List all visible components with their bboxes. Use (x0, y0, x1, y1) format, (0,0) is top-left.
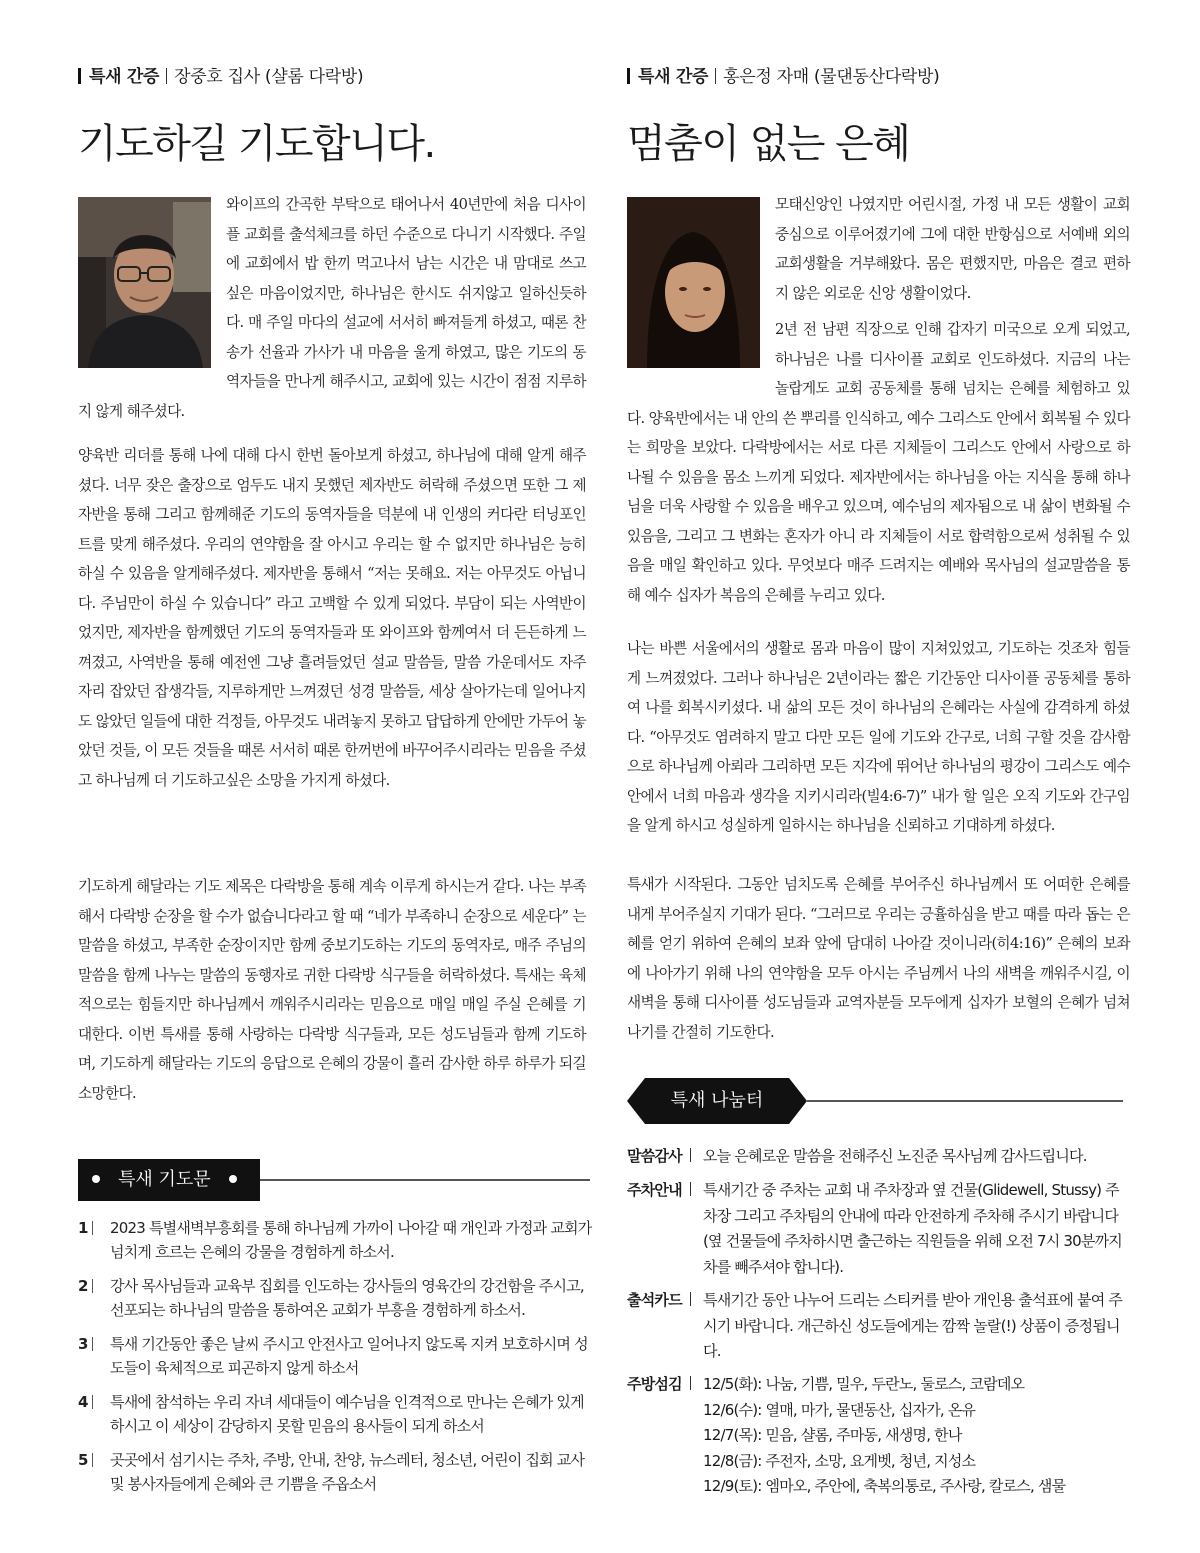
notice-kitchen (627, 1372, 1137, 1500)
right-paragraph-2-text: 2년 전 남편 직장으로 인해 갑자기 미국으로 오게 되었고, 하나님은 나를 디사이플 교회로 인도하셨다. 지금의 나는 놀랍게도 교회 공동체를 통해 넘치는 은혜를 체험하고 있다. 양육반에서는 내 안의 쓴 뿌리를 인식하고, 예수 그리스도 안에서 회복될 수 있다는 희망을 보았다. 다락방에서는 서로 다른 지체들이 그리스도 안에서 사랑으로 하나될 수 있음을 몸소 느끼게 되었다. 제자반에서는 하나님을 아는 지식을 통해 하나님을 더욱 사랑할 수 있음을 배우고 있으며, 예수님의 제자됨으로 내 삶이 변화될 수 있음을, 그리고 그 변화는 혼자가 아니 라 지체들이 서로 합력함으로써 성취될 수 있음을 매일 확인하고 있다. 무엇보다 매주 드려지는 예배와 목사님의 설교말씀을 통해 예수 십자가 복음의 은혜를 누리고 있다. (627, 321, 1130, 604)
kitchen-date: 12/7(목): (703, 1426, 762, 1444)
prayer-item (78, 1274, 598, 1322)
left-kicker (78, 62, 363, 87)
photo-wrap-spacer (627, 190, 775, 300)
prayer-heading-box (78, 1159, 260, 1201)
left-title: 기도하길 기도합니다. (78, 121, 435, 167)
left-paragraph-1-text: 와이프의 간곡한 부탁으로 태어나서 40년만에 처음 디사이플 교회를 출석체크를 하던 수준으로 다니기 시작했다. 주일에 교회에서 밥 한끼 먹고나서 남는 시간은 내 맘대로 쓰고 싶은 마음이었지만, 하나님은 한시도 쉬지않고 일하신듯하다. 매 주일 마다의 설교에 서서히 빠져들게 하셨고, 때론 찬송가 선율과 가사가 내 마음을 울게 하였고, 많은 기도의 동역자들을 만나게 해주시고, 교회에 있는 시간이 점점 지루하지 않게 해주셨다. (78, 196, 586, 420)
kicker-separator (166, 68, 167, 84)
prayer-item (78, 1390, 598, 1438)
kitchen-date: 12/5(화): (703, 1375, 762, 1393)
kitchen-groups: 주전자, 소망, 요게벳, 청년, 지성소 (765, 1451, 976, 1470)
notice-label: 말씀감사 (627, 1144, 691, 1170)
notice-label: 출석카드 (627, 1288, 691, 1314)
kicker-author: 장중호 집사 (샬롬 다락방) (174, 67, 364, 87)
prayer-item (78, 1332, 598, 1380)
notice-attendance (627, 1288, 1137, 1365)
prayer-heading-rule (260, 1179, 590, 1181)
prayer-text: 2023 특별새벽부흥회를 통해 하나님께 가까이 나아갈 때 개인과 가정과 교회가 넘치게 흐르는 은혜의 강물을 경험하게 하소서. (110, 1219, 592, 1261)
kitchen-schedule (703, 1372, 1137, 1500)
kitchen-row (703, 1398, 1137, 1424)
prayer-item (78, 1448, 598, 1496)
kitchen-date: 12/9(토): (703, 1477, 762, 1495)
kitchen-row (703, 1372, 1137, 1398)
kitchen-groups: 나눔, 기쁨, 밀우, 두란노, 둘로스, 코람데오 (765, 1375, 1025, 1393)
left-paragraph-3: 기도하게 해달라는 기도 제목은 다락방을 통해 계속 이루게 하시는거 같다. 나는 부족해서 다락방 순장을 할 수가 없습니다라고 할 때 “네가 부족하니 순장으로 세운다” 는 말씀을 하셨고, 부족한 순장이지만 함께 중보기도하는 기도의 동역자로, 매주 주님의 말씀을 함께 나누는 말씀의 동행자로 귀한 다락방 식구들을 허락하셨다. 특새는 육체적으로는 힘들지만 하나님께서 깨워주시리라는 믿음으로 매일 매일 주실 은혜를 기대한다. 이번 특새를 통해 사랑하는 다락방 식구들과, 모든 성도님들과 함께 기도하며, 기도하게 해달라는 기도의 응답으로 은혜의 강물이 흘러 감사한 하루 하루가 되길 소망한다. (78, 878, 586, 1102)
right-paragraph-1 (627, 190, 1130, 308)
prayer-list (78, 1216, 598, 1506)
kitchen-date: 12/6(수): (703, 1400, 762, 1419)
kitchen-row (703, 1449, 1137, 1475)
notice-text: 오늘 은혜로운 말씀을 전해주신 노진준 목사님께 감사드립니다. (703, 1147, 1087, 1165)
right-paragraph-1-text: 모태신앙인 나였지만 어린시절, 가정 내 모든 생활이 교회중심으로 이루어졌기에 그에 대한 반항심으로 서예배 외의 교회생활을 거부해왔다. 몸은 편했지만, 마음은 결코 편하지 않은 외로운 신앙 생활이었다. (775, 196, 1130, 302)
kicker-bar (78, 68, 81, 84)
prayer-item (78, 1216, 598, 1264)
prayer-number: 4 (78, 1390, 88, 1414)
photo-wrap-spacer (78, 190, 226, 375)
left-paragraph-2: 양육반 리더를 통해 나에 대해 다시 한번 돌아보게 하셨고, 하나님에 대해 알게 해주셨다. 너무 잦은 출장으로 엄두도 내지 못했던 제자반도 허락해 주셨으면 또한 그 제자반을 통해 그리고 함께해준 기도의 동역자들을 덕분에 내 인생의 커다란 터닝포인트를 맞게 해주셨다. 우리의 연약함을 잘 아시고 우리는 할 수 없지만 하나님은 능히 하실 수 있음을 알게해주셨다. 제자반을 통해서 “저는 못해요. 저는 아무것도 아닙니다. 주님만이 하실 수 있습니다” 라고 고백할 수 있게 되었다. 부담이 되는 사역반이었지만, 제자반을 함께했던 기도의 동역자들과 또 와이프와 함께여서 더 든든하게 느껴졌고, 사역반을 통해 예전엔 그냥 흘려들었던 설교 말씀들, 말씀 가운데서도 자주 자리 잡았던 잡생각들, 지루하게만 느껴졌던 성경 말씀들, 세상 살아가는데 일어나지도 않았던 일들에 대한 걱정들, 아무것도 내려놓지 못하고 답답하게 안에만 가두어 놓았던 것들, 이 모든 것들을 때론 서서히 때론 한꺼번에 바꾸어주시리라는 믿음을 주셨고 하나님께 더 기도하고싶은 소망을 가지게 하셨다. (78, 447, 586, 789)
right-kicker (627, 62, 939, 87)
kicker-author: 홍은정 자매 (물댄동산다락방) (723, 67, 940, 87)
kitchen-date: 12/8(금): (703, 1451, 762, 1470)
kitchen-groups: 믿음, 샬롬, 주마동, 새생명, 한나 (765, 1426, 962, 1444)
notice-text: 특새기간 중 주차는 교회 내 주차장과 옆 건물(Glidewell, Stussy) 주차장 그리고 주차팀의 안내에 따라 안전하게 주차해 주시기 바랍니다 (옆 건물들에 주차하시면 출근하는 직원들을 위해 오전 7시 30분까지 차를 빼주셔야 합니다). (703, 1181, 1122, 1276)
notice-text: 특새기간 동안 나누어 드리는 스티커를 받아 개인용 출석표에 붙여 주시기 바랍니다. 개근하신 성도들에게는 깜짝 놀랄(!) 상품이 증정됩니다. (703, 1291, 1123, 1360)
prayer-number: 1 (78, 1216, 88, 1240)
photo-wrap-spacer (627, 315, 775, 400)
bullet-dot-icon (229, 1175, 237, 1183)
kitchen-groups: 엠마오, 주안에, 축복의통로, 주사랑, 칼로스, 샘물 (765, 1477, 1066, 1495)
right-paragraph-2 (627, 315, 1130, 610)
right-paragraph-3: 나는 바쁜 서울에서의 생활로 몸과 마음이 많이 지쳐있었고, 기도하는 것조차 힘들게 느껴졌었다. 그러나 하나님은 2년이라는 짧은 기간동안 디사이플 공동체를 통하여 나를 회복시키셨다. 내 삶의 모든 것이 하나님의 은혜라는 사실에 감격하게 하셨다. “아무것도 염려하지 말고 다만 모든 일에 기도와 간구로, 너희 구할 것을 감사함으로 하나님께 아뢰라 그리하면 모든 지각에 뛰어난 하나님의 평강이 그리스도 예수 안에서 너희 마음과 생각을 지키시리라(빌4:6-7)” 내가 할 일은 오직 기도와 간구임을 알게 하시고 성실하게 일하시는 하나님을 신뢰하고 기대하게 하셨다. (627, 640, 1130, 834)
sharing-heading-box (627, 1078, 807, 1124)
left-paragraph-1 (78, 190, 586, 426)
sharing-heading-rule (807, 1100, 1123, 1102)
prayer-text: 특새 기간동안 좋은 날씨 주시고 안전사고 일어나지 않도록 지켜 보호하시며 성도들이 육체적으로 피곤하지 않게 하소서 (110, 1335, 588, 1377)
kicker-tag: 특새 간증 (638, 67, 709, 87)
prayer-number: 2 (78, 1274, 88, 1298)
kicker-bar (627, 68, 630, 84)
prayer-text: 강사 목사님들과 교육부 집회를 인도하는 강사들의 영육간의 강건함을 주시고, 선포되는 하나님의 말씀을 통하여온 교회가 부흥을 경험하게 하소서. (110, 1277, 584, 1319)
bullet-dot-icon (92, 1175, 100, 1183)
prayer-text: 특새에 참석하는 우리 자녀 세대들이 예수님을 인격적으로 만나는 은혜가 있게 하시고 이 세상이 감당하지 못할 믿음의 용사들이 되게 하소서 (110, 1393, 584, 1435)
notice-label: 주차안내 (627, 1178, 691, 1204)
kicker-separator (715, 68, 716, 84)
right-title: 멈춤이 없는 은혜 (627, 121, 910, 167)
kicker-tag: 특새 간증 (89, 67, 160, 87)
sharing-heading: 특새 나눔터 (670, 1090, 764, 1111)
right-paragraph-4: 특새가 시작된다. 그동안 넘치도록 은혜를 부어주신 하나님께서 또 어떠한 은혜를 내게 부어주실지 기대가 된다. “그러므로 우리는 긍휼하심을 받고 때를 따라 돕는 은혜를 얻기 위하여 은혜의 보좌 앞에 담대히 나아갈 것이니라(히4:16)” 은혜의 보좌에 나아가기 위해 나의 연약함을 모두 아시는 주님께서 나의 새벽을 깨워주시길, 이 새벽을 통해 디사이플 성도님들과 교역자분들 모두에게 십자가 보혈의 은혜가 넘쳐나기를 간절히 기도한다. (627, 876, 1130, 1041)
notice-thanks (627, 1144, 1137, 1170)
prayer-text: 곳곳에서 섬기시는 주차, 주방, 안내, 찬양, 뉴스레터, 청소년, 어린이 집회 교사 및 봉사자들에게 은혜와 큰 기쁨을 주옵소서 (110, 1451, 585, 1493)
prayer-number: 3 (78, 1332, 88, 1356)
kitchen-row (703, 1474, 1137, 1500)
kitchen-row (703, 1423, 1137, 1449)
kitchen-groups: 열매, 마가, 물댄동산, 십자가, 온유 (765, 1400, 976, 1419)
notice-parking (627, 1178, 1137, 1280)
prayer-heading: 특새 기도문 (118, 1169, 211, 1190)
prayer-number: 5 (78, 1448, 88, 1472)
notice-label: 주방섬김 (627, 1372, 691, 1398)
